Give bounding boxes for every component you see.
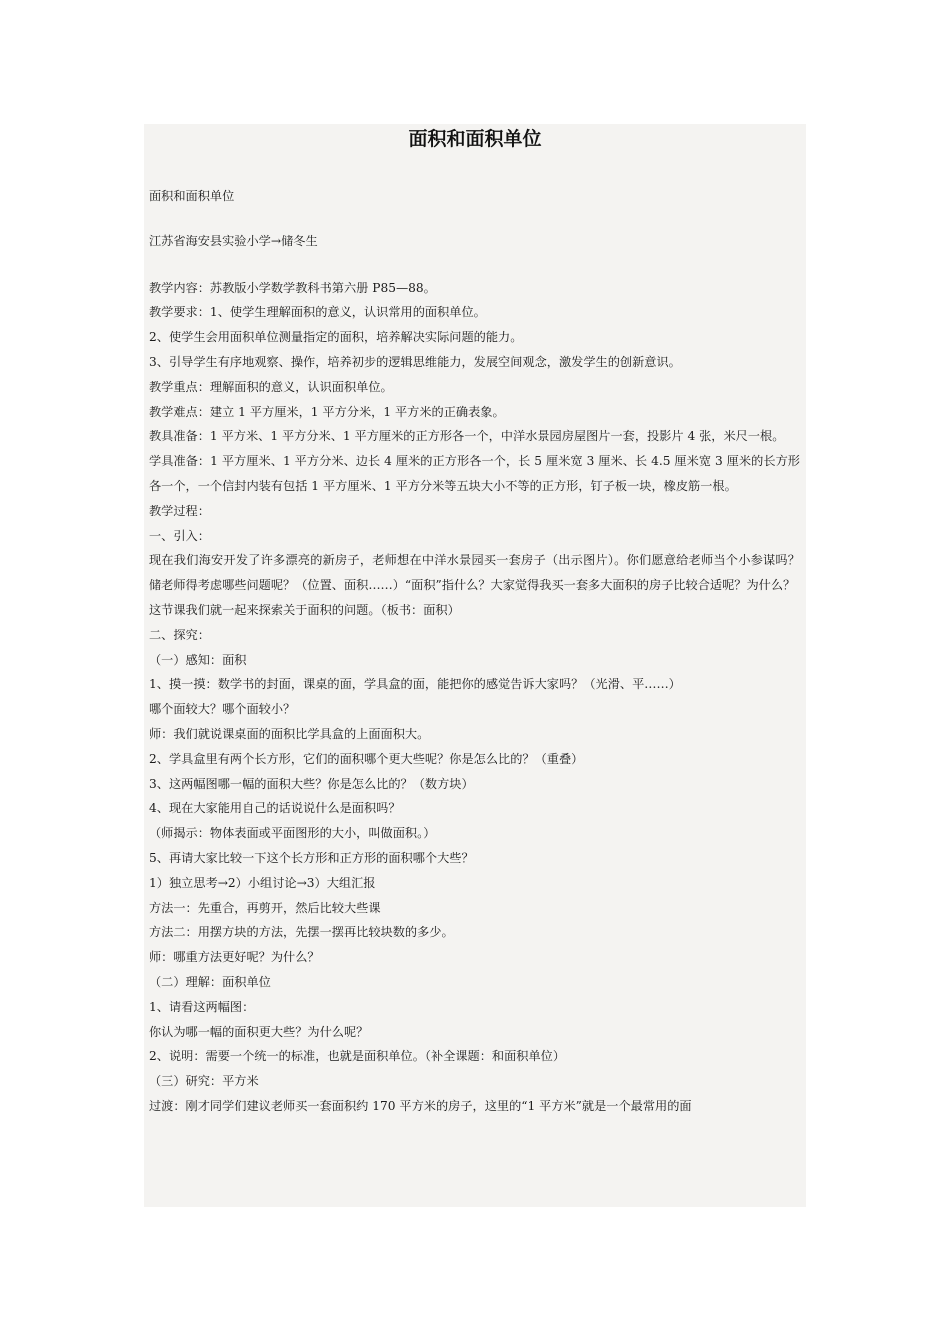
paragraph: 3、引导学生有序地观察、操作，培养初步的逻辑思维能力，发展空间观念，激发学生的创新意识。 bbox=[149, 354, 681, 369]
paragraph: 教学内容：苏教版小学数学教科书第六册 P85—88。 bbox=[149, 280, 436, 295]
author-line: 江苏省海安县实验小学→储冬生 bbox=[149, 233, 318, 248]
paragraph: 5、再请大家比较一下这个长方形和正方形的面积哪个大些？ bbox=[149, 850, 474, 865]
paragraph: 4、现在大家能用自己的话说说什么是面积吗？ bbox=[149, 801, 401, 816]
document-page bbox=[144, 124, 806, 1207]
paragraph: 1、请看这两幅图： bbox=[149, 999, 255, 1014]
paragraph: 你认为哪一幅的面积更大些？为什么呢？ bbox=[149, 1024, 369, 1039]
paragraph: 教学难点：建立 1 平方厘米，1 平方分米，1 平方米的正确表象。 bbox=[149, 404, 505, 419]
paragraph: 2、使学生会用面积单位测量指定的面积，培养解决实际问题的能力。 bbox=[149, 330, 523, 345]
paragraph: 过渡：刚才同学们建议老师买一套面积约 170 平方米的房子，这里的“1 平方米”就是一个最常用的面 bbox=[149, 1098, 692, 1113]
paragraph: 方法一：先重合，再剪开，然后比较大些课 bbox=[149, 900, 381, 915]
paragraph: （二）理解：面积单位 bbox=[149, 974, 271, 989]
paragraph: 2、说明：需要一个统一的标准，也就是面积单位。（补全课题：和面积单位） bbox=[149, 1049, 566, 1064]
paragraph: 教学要求：1、使学生理解面积的意义，认识常用的面积单位。 bbox=[149, 305, 486, 320]
paragraph: 2、学具盒里有两个长方形，它们的面积哪个更大些呢？你是怎么比的？（重叠） bbox=[149, 751, 584, 766]
paragraph: 教学过程： bbox=[149, 503, 210, 518]
paragraph: 一、引入： bbox=[149, 528, 210, 543]
paragraph: 3、这两幅图哪一幅的面积大些？你是怎么比的？（数方块） bbox=[149, 776, 474, 791]
paragraph: 方法二：用摆方块的方法，先摆一摆再比较块数的多少。 bbox=[149, 925, 454, 940]
paragraph: 这节课我们就一起来探索关于面积的问题。（板书：面积） bbox=[149, 602, 460, 617]
paragraph: 学具准备：1 平方厘米、1 平方分米、边长 4 厘米的正方形各一个，长 5 厘米宽 3 厘米、长 4.5 厘米宽 3 厘米的长方形各一个，一个信封内装有包括 1 平方厘米、1 平方分米等五块大小不等的正方形，钉子板一块，橡皮筋一根。 bbox=[149, 454, 800, 493]
paragraph: （一）感知：面积 bbox=[149, 652, 247, 667]
paragraph: （三）研究：平方米 bbox=[149, 1074, 259, 1089]
paragraph: 二、探究： bbox=[149, 627, 210, 642]
document-body bbox=[144, 184, 806, 1119]
paragraph: 教学重点：理解面积的意义，认识面积单位。 bbox=[149, 379, 393, 394]
paragraph: 现在我们海安开发了许多漂亮的新房子，老师想在中洋水景园买一套房子（出示图片）。你们愿意给老师当个小参谋吗？储老师得考虑哪些问题呢？（位置、面积……）“面积”指什么？大家觉得我买一套多大面积的房子比较合适呢？为什么？ bbox=[149, 553, 800, 593]
paragraph: 哪个面较大？哪个面较小？ bbox=[149, 702, 296, 717]
paragraph: （师揭示：物体表面或平面图形的大小，叫做面积。） bbox=[149, 826, 436, 841]
paragraph: 教具准备：1 平方米、1 平方分米、1 平方厘米的正方形各一个，中洋水景园房屋图片一套，投影片 4 张，米尺一根。 bbox=[149, 429, 785, 444]
paragraph: 1）独立思考→2）小组讨论→3）大组汇报 bbox=[149, 875, 376, 890]
paragraph: 师：我们就说课桌面的面积比学具盒的上面面积大。 bbox=[149, 726, 430, 741]
paragraph: 1、摸一摸：数学书的封面，课桌的面，学具盒的面，能把你的感觉告诉大家吗？（光滑、平……） bbox=[149, 677, 681, 692]
lesson-content bbox=[149, 276, 800, 1119]
paragraph: 师：哪重方法更好呢？为什么？ bbox=[149, 950, 320, 965]
document-title: 面积和面积单位 bbox=[408, 128, 542, 150]
document-subtitle: 面积和面积单位 bbox=[149, 189, 235, 203]
